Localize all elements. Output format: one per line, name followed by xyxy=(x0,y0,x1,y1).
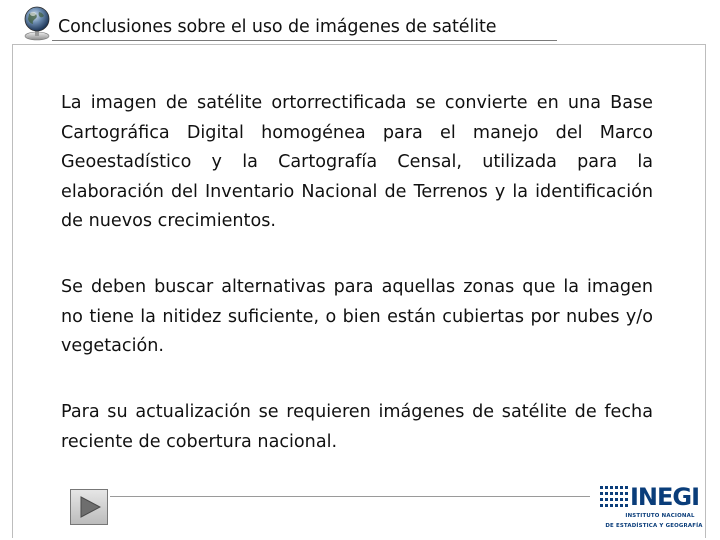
play-icon xyxy=(79,496,101,518)
title-underline xyxy=(52,40,557,41)
paragraph-2: Se deben buscar alternativas para aquellas zonas que la imagen no tiene la nitidez suficiente, o bien están cubiertas por nubes y/o vegetación. xyxy=(61,277,653,356)
inegi-logo xyxy=(598,482,710,536)
footer-divider xyxy=(110,496,590,497)
logo-wordmark: INEGI xyxy=(630,483,700,511)
logo-subtitle-line1: INSTITUTO NACIONAL xyxy=(625,513,695,519)
globe-icon xyxy=(20,5,54,41)
slide-header xyxy=(0,0,720,44)
paragraph-3: Para su actualización se requieren imágenes de satélite de fecha reciente de cobertura nacional. xyxy=(61,402,653,452)
logo-mark-icon xyxy=(600,484,632,512)
page-title: Conclusiones sobre el uso de imágenes de satélite xyxy=(58,17,497,37)
paragraph-1: La imagen de satélite ortorrectificada se convierte en una Base Cartográfica Digital homogénea para el manejo del Marco Geoestadístico y la Cartografía Censal, utilizada para la elaboración del Inventario Nacional de Terrenos y la identificación de nuevos crecimientos. xyxy=(61,93,653,231)
logo-subtitle-line2: DE ESTADÍSTICA Y GEOGRAFÍA xyxy=(605,523,703,529)
next-slide-button[interactable] xyxy=(70,489,108,525)
